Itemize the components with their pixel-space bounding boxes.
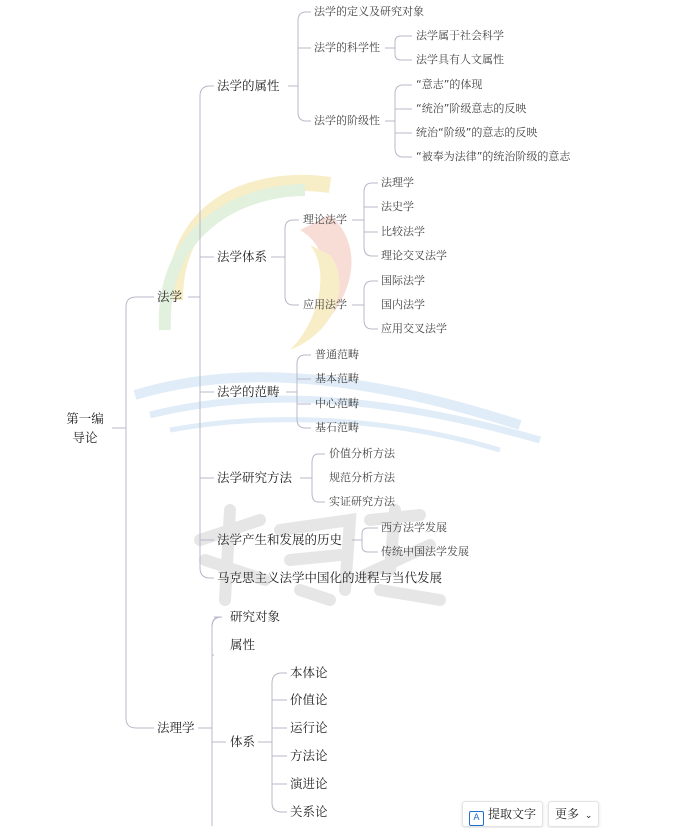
node-jiejixing[interactable]: 法学的阶级性 [314,114,380,127]
node-beifeng[interactable]: “被奉为法律”的统治阶级的意志 [416,150,571,163]
node-fanchou[interactable]: 法学的范畴 [217,384,280,399]
node-yanjiufangfa[interactable]: 法学研究方法 [217,470,293,485]
node-lilunfaxue[interactable]: 理论法学 [303,213,347,226]
node-fangfalun[interactable]: 方法论 [290,748,328,763]
extract-text-button[interactable] [462,801,543,827]
node-shuxing[interactable]: 法学的属性 [217,78,280,93]
node-jishi[interactable]: 基石范畴 [315,421,359,434]
root-node[interactable] [63,409,107,447]
text-scan-icon: A [469,811,484,826]
node-chuantong[interactable]: 传统中国法学发展 [381,545,469,558]
node-tongzhi[interactable]: “统治”阶级意志的反映 [416,102,527,115]
node-yingyong[interactable]: 应用法学 [303,298,347,311]
node-yunxinglun[interactable]: 运行论 [290,720,328,735]
node-jiben[interactable]: 基本范畴 [315,372,359,385]
chevron-down-icon: ⌄ [584,811,593,821]
node-falixue[interactable]: 法理学 [157,720,195,735]
node-renwen[interactable]: 法学具有人文属性 [416,53,504,66]
node-tixi[interactable]: 法学体系 [217,249,268,264]
node-jieji[interactable]: 统治“阶级”的意志的反映 [416,126,538,139]
node-jiazhilun[interactable]: 价值论 [290,692,328,707]
node-guanxilun[interactable]: 关系论 [290,804,328,819]
node-fashixue[interactable]: 法史学 [381,200,414,213]
node-dingyi[interactable]: 法学的定义及研究对象 [314,5,424,18]
node-guoji[interactable]: 国际法学 [381,274,425,287]
node-bijiao[interactable]: 比较法学 [381,225,425,238]
node-faxue[interactable]: 法学 [157,289,183,304]
node-shehuikexue[interactable]: 法学属于社会科学 [416,29,504,42]
node-yizhi[interactable]: “意志”的体现 [416,78,483,91]
node-kexuexing[interactable]: 法学的科学性 [314,41,380,54]
more-label: 更多 [555,807,580,821]
node-fl-shuxing[interactable]: 属性 [230,637,256,652]
node-bentilun[interactable]: 本体论 [290,665,328,680]
extract-text-label: 提取文字 [488,807,537,821]
root-node-line: 导论 [72,430,98,445]
node-yingyongjiaocha[interactable]: 应用交叉法学 [381,322,447,335]
node-falixue-sub[interactable]: 法理学 [381,176,414,189]
node-putong[interactable]: 普通范畴 [315,348,359,361]
node-lilunjiaocha[interactable]: 理论交叉法学 [381,249,447,262]
node-yanjinlun[interactable]: 演进论 [290,776,328,791]
node-jiazhi[interactable]: 价值分析方法 [329,447,395,460]
node-makesi[interactable]: 马克思主义法学中国化的进程与当代发展 [217,570,443,585]
more-button[interactable] [548,801,599,827]
node-shizheng[interactable]: 实证研究方法 [329,495,395,508]
node-yanjiuduixiang[interactable]: 研究对象 [230,609,281,624]
node-guifan[interactable]: 规范分析方法 [329,471,395,484]
node-xifang[interactable]: 西方法学发展 [381,521,447,534]
node-fl-tixi[interactable]: 体系 [230,734,256,749]
node-lishi[interactable]: 法学产生和发展的历史 [217,532,343,547]
node-zhongxin[interactable]: 中心范畴 [315,397,359,410]
node-guonei[interactable]: 国内法学 [381,298,425,311]
root-node-line: 第一编 [66,411,104,426]
